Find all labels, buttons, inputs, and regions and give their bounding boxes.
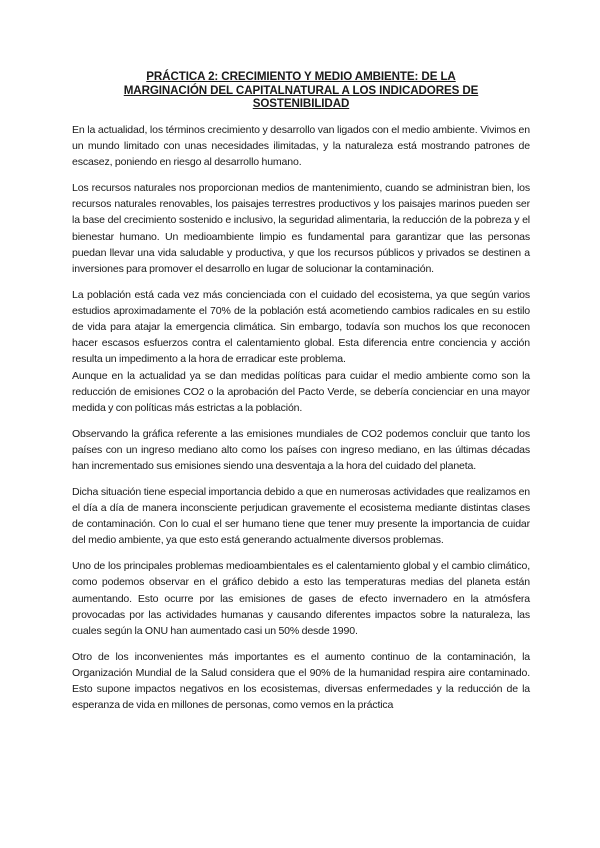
paragraph-2: Los recursos naturales nos proporcionan medios de mantenimiento, cuando se administran bien, los recursos naturales renovables, los paisajes terrestres productivos y los paisajes marinos pueden ser la base del crecimiento sostenido e inclusivo, la seguridad alimentaria, la reducción de la pobreza y el bienestar humano. Un medioambiente limpio es fundamental para garantizar que las personas puedan llevar una vida saludable y productiva, y que los recursos públicos y privados se destinen a inversiones para promover el desarrollo en lugar de solucionar la contaminación.	[72, 181, 530, 275]
paragraph-7: Uno de los principales problemas medioambientales es el calentamiento global y el cambio climático, como podemos observar en el gráfico debido a esto las temperaturas medias del planeta están aumentando. Esto ocurre por las emisiones de gases de efecto invernadero en la atmósfera provocadas por las actividades humanas y causando diferentes impactos sobre la naturaleza, las cuales según la ONU han aumentado casi un 50% desde 1990.	[72, 560, 530, 637]
paragraph-8: Otro de los inconvenientes más importantes es el aumento continuo de la contaminación, la Organización Mundial de la Salud considera que el 90% de la humanidad respira aire contaminado. Esto supone impactos negativos en los ecosistemas, diversas enfermedades y la reducción de la esperanza de vida en millones de personas, como vemos en la práctica	[72, 650, 530, 712]
paragraph-6: Dicha situación tiene especial importancia debido a que en numerosas actividades que realizamos en el día a día de manera inconsciente perjudican gravemente el ecosistema mediante distintas clases de contaminación. Con lo cual el ser humano tiene que tener muy presente la importancia de cuidar del medio ambiente, ya que esto está generando actualmente diversos problemas.	[72, 485, 530, 547]
document-page	[72, 70, 530, 723]
paragraph-3: La población está cada vez más concienciada con el cuidado del ecosistema, ya que según varios estudios aproximadamente el 70% de la población está acometiendo cambios radicales en su estilo de vida para atajar la emergencia climática. Sin embargo, todavía son muchos los que reconocen hacer escasos esfuerzos contra el calentamiento global. Esta diferencia entre conciencia y acción resulta un impedimento a la hora de erradicar este problema.	[72, 288, 530, 366]
title-line-2: MARGINACIÓN DEL CAPITALNATURAL A LOS INDICADORES DE	[123, 83, 479, 97]
paragraph-5: Observando la gráfica referente a las emisiones mundiales de CO2 podemos concluir que tanto los países con un ingreso mediano alto como los países con ingreso mediano, en las últimas décadas han incrementado sus emisiones siendo una desventaja a la hora del cuidado del planeta.	[72, 427, 530, 473]
title-line-1: PRÁCTICA 2: CRECIMIENTO Y MEDIO AMBIENTE: DE LA	[146, 70, 456, 83]
paragraph-1: En la actualidad, los términos crecimiento y desarrollo van ligados con el medio ambiente. Vivimos en un mundo limitado con unas necesidades ilimitadas, y la naturaleza está mostrando patrones de escasez, poniendo en riesgo al desarrollo humano.	[72, 123, 530, 169]
paragraph-4: Aunque en la actualidad ya se dan medidas políticas para cuidar el medio ambiente como son la reducción de emisiones CO2 o la aprobación del Pacto Verde, se debería concienciar en una mayor medida y con políticas más estrictas a la población.	[72, 369, 530, 415]
document-title	[72, 70, 530, 111]
title-line-3: SOSTENIBILIDAD	[252, 97, 350, 111]
